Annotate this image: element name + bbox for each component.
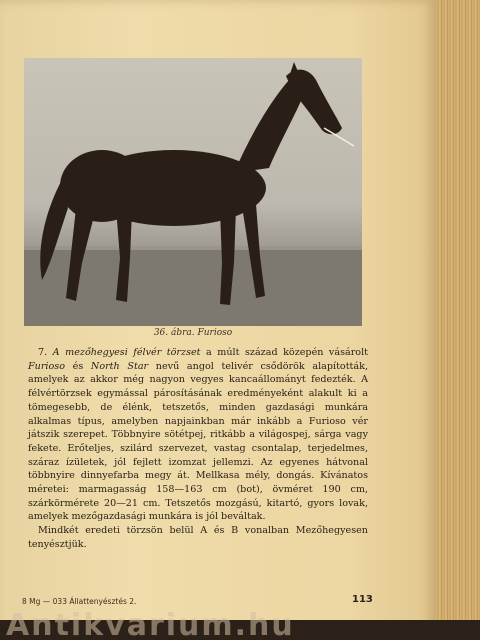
page-edges — [436, 0, 480, 640]
text-run: és — [64, 360, 91, 372]
paragraph-1 — [28, 346, 368, 524]
paragraph-2 — [28, 524, 368, 551]
italic-term: A mezőhegyesi félvér törzset — [52, 347, 201, 358]
text-run: Mindkét eredeti törzsön belül A és B vonalban Mezőhegyesen tenyésztjük. — [28, 525, 368, 550]
italic-term: Furioso — [28, 360, 65, 372]
page-number: 113 — [352, 594, 373, 605]
text-run: 7. — [38, 347, 53, 358]
body-text — [28, 346, 368, 552]
watermark: Antikvarium.hu — [6, 612, 295, 640]
footer-signature: 8 Mg — 033 Állattenyésztés 2. — [22, 597, 137, 606]
horse-photo — [24, 58, 362, 326]
figure-caption: 36. ábra. Furioso — [153, 328, 233, 338]
italic-term: North Star — [90, 360, 149, 372]
text-run: nevű angol telivér csődörök alapították, amelyek az akkor még nagyon vegyes kancaállományt fedezték. A félvértörzsek egymással párosításának eredményeként alakult ki a tömegesebb, de élénk, tetszetős, minden gazdasági munkára alkalmas típus, amelyben napjainkban már inkább a Furioso vér játszik szerepet. Többnyire sötétpej, ritkább a világospej, sárga vagy fekete. Erőteljes, szilárd szervezet, vastag csontalap, terjedelmes, száraz ízületek, jól fejlett izomzat jellemzi. Az egyenes hátvonal többnyire dinnyefarba megy át. Mellkasa mély, dongás. Kívánatos méretei: marmagasság 158—163 cm (bot), övméret 190 cm, szárkörmérete 20—21 cm. Tetszetős mozgású, kitartó, gyors lovak, amelyek mezőgazdasági munkára is jól beváltak. — [28, 360, 368, 523]
text-run: a múlt század közepén vásárolt — [200, 347, 368, 358]
horse-illustration — [24, 58, 362, 326]
